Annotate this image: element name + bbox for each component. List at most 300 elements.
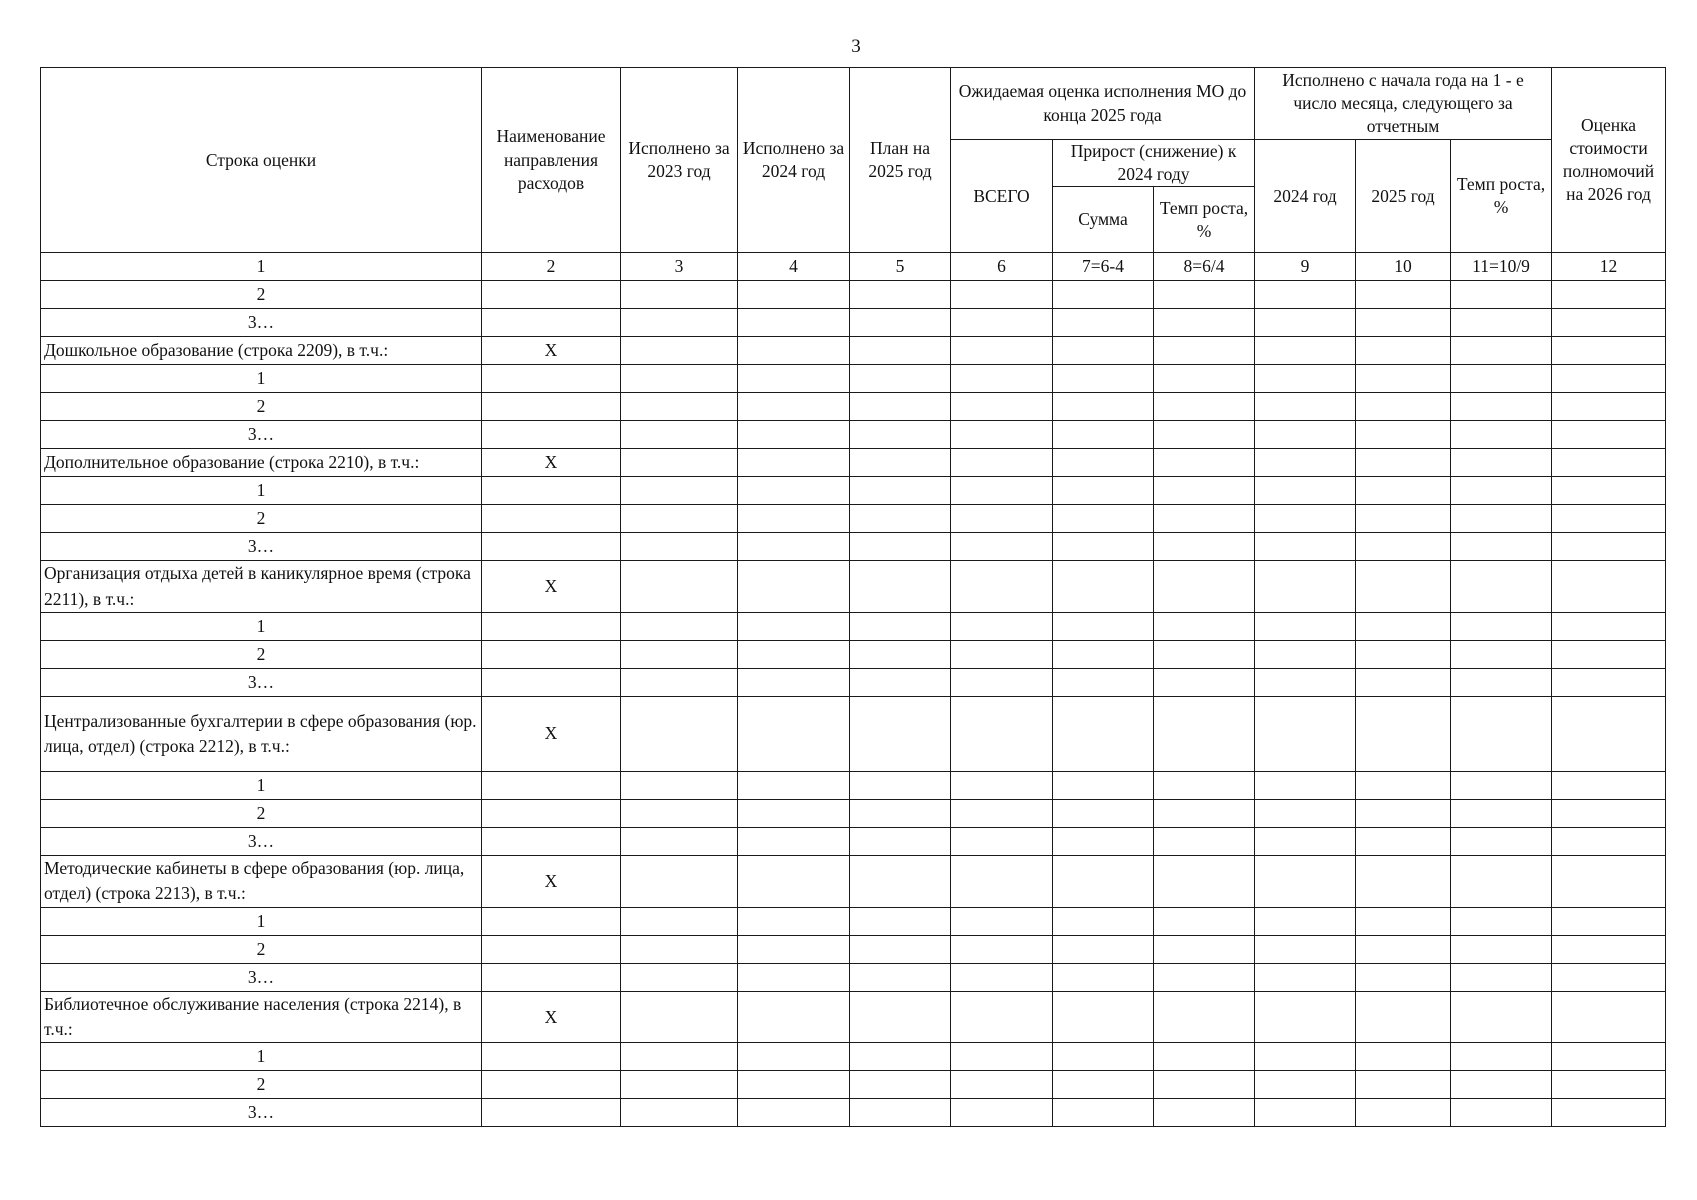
value-cell [1255,799,1356,827]
value-cell [850,533,951,561]
direction-mark-cell [482,668,621,696]
value-cell [1053,771,1154,799]
value-cell [1255,561,1356,613]
value-cell [1053,505,1154,533]
value-cell [1552,365,1666,393]
value-cell [1552,640,1666,668]
direction-mark-cell [482,907,621,935]
value-cell [738,696,850,771]
value-cell [1154,365,1255,393]
value-cell [951,935,1053,963]
value-cell [951,991,1053,1043]
value-cell [1053,907,1154,935]
row-number-cell: 2 [41,1071,482,1099]
direction-mark-cell: X [482,991,621,1043]
row-number-cell: 1 [41,612,482,640]
value-cell [1154,309,1255,337]
column-number-cell: 6 [951,253,1053,281]
value-cell [738,1071,850,1099]
value-cell [738,907,850,935]
header-ytd-2024: 2024 год [1255,140,1356,253]
value-cell [1451,533,1552,561]
section-label-cell: Библиотечное обслуживание населения (строка 2214), в т.ч.: [41,991,482,1043]
value-cell [738,365,850,393]
value-cell [850,612,951,640]
value-cell [1451,281,1552,309]
value-cell [1552,771,1666,799]
header-executed-2024: Исполнено за 2024 год [738,68,850,253]
value-cell [738,1043,850,1071]
row-number-cell: 3… [41,421,482,449]
table-row-item [41,281,1666,309]
table-row-item [41,1071,1666,1099]
direction-mark-cell [482,1043,621,1071]
column-number-cell: 5 [850,253,951,281]
section-label-cell: Дошкольное образование (строка 2209), в т.ч.: [41,337,482,365]
value-cell [850,421,951,449]
value-cell [850,449,951,477]
value-cell [1154,1043,1255,1071]
column-number-cell: 4 [738,253,850,281]
table-row-item [41,533,1666,561]
value-cell [1255,309,1356,337]
row-number-cell: 2 [41,505,482,533]
value-cell [1053,337,1154,365]
row-number-cell: 3… [41,827,482,855]
value-cell [1451,935,1552,963]
column-number-cell: 3 [621,253,738,281]
row-number-cell: 3… [41,668,482,696]
value-cell [1154,935,1255,963]
header-estimate-2026: Оценка стоимости полномочий на 2026 год [1552,68,1666,253]
value-cell [951,827,1053,855]
value-cell [1451,393,1552,421]
direction-mark-cell: X [482,337,621,365]
value-cell [1451,505,1552,533]
value-cell [1552,855,1666,907]
header-direction-name: Наименование направления расходов [482,68,621,253]
value-cell [1053,365,1154,393]
value-cell [738,827,850,855]
column-number-cell: 8=6/4 [1154,253,1255,281]
value-cell [1053,827,1154,855]
table-row-item [41,309,1666,337]
value-cell [1451,991,1552,1043]
value-cell [1552,1043,1666,1071]
table-row-item [41,477,1666,505]
value-cell [850,393,951,421]
table-row-item [41,421,1666,449]
value-cell [850,1071,951,1099]
table-row-section [41,991,1666,1043]
value-cell [1356,1071,1451,1099]
value-cell [850,799,951,827]
value-cell [1154,393,1255,421]
value-cell [1255,696,1356,771]
value-cell [621,696,738,771]
value-cell [1255,771,1356,799]
value-cell [738,561,850,613]
value-cell [1552,449,1666,477]
direction-mark-cell [482,1071,621,1099]
header-ytd-2025: 2025 год [1356,140,1451,253]
value-cell [951,421,1053,449]
value-cell [738,935,850,963]
value-cell [1356,1043,1451,1071]
value-cell [1053,309,1154,337]
value-cell [850,505,951,533]
value-cell [951,337,1053,365]
row-number-cell: 3… [41,309,482,337]
value-cell [1053,1099,1154,1127]
row-number-cell: 3… [41,963,482,991]
value-cell [1451,365,1552,393]
value-cell [1552,309,1666,337]
value-cell [1451,1043,1552,1071]
value-cell [1154,963,1255,991]
value-cell [951,668,1053,696]
value-cell [1451,612,1552,640]
value-cell [1154,771,1255,799]
value-cell [1255,1071,1356,1099]
header-growth-sum: Сумма [1053,187,1154,253]
value-cell [621,1071,738,1099]
value-cell [951,477,1053,505]
value-cell [1451,421,1552,449]
value-cell [1356,309,1451,337]
value-cell [1255,393,1356,421]
value-cell [951,696,1053,771]
table-row-section [41,337,1666,365]
value-cell [1356,855,1451,907]
value-cell [951,449,1053,477]
value-cell [850,1043,951,1071]
direction-mark-cell [482,365,621,393]
value-cell [1356,281,1451,309]
table-row-item [41,827,1666,855]
value-cell [1255,963,1356,991]
value-cell [1356,449,1451,477]
value-cell [1356,935,1451,963]
value-cell [621,799,738,827]
value-cell [1451,907,1552,935]
value-cell [1451,337,1552,365]
value-cell [1451,855,1552,907]
value-cell [621,991,738,1043]
value-cell [1356,640,1451,668]
value-cell [621,1043,738,1071]
value-cell [1356,561,1451,613]
value-cell [1154,281,1255,309]
header-growth-group: Прирост (снижение) к 2024 году [1053,140,1255,187]
value-cell [1255,668,1356,696]
value-cell [1451,771,1552,799]
value-cell [621,281,738,309]
value-cell [1552,827,1666,855]
header-plan-2025: План на 2025 год [850,68,951,253]
value-cell [1053,991,1154,1043]
table-row-section [41,696,1666,771]
direction-mark-cell: X [482,449,621,477]
value-cell [951,855,1053,907]
value-cell [1154,827,1255,855]
value-cell [1154,449,1255,477]
direction-mark-cell: X [482,696,621,771]
value-cell [1255,935,1356,963]
value-cell [1552,477,1666,505]
value-cell [1255,855,1356,907]
table-row-item [41,1043,1666,1071]
value-cell [951,533,1053,561]
value-cell [621,855,738,907]
value-cell [1451,827,1552,855]
value-cell [1552,696,1666,771]
value-cell [1552,1099,1666,1127]
value-cell [1154,1071,1255,1099]
value-cell [1255,991,1356,1043]
value-cell [1053,281,1154,309]
value-cell [1451,696,1552,771]
direction-mark-cell [482,640,621,668]
value-cell [1552,907,1666,935]
value-cell [850,827,951,855]
row-number-cell: 1 [41,907,482,935]
value-cell [1255,477,1356,505]
table-row-item [41,640,1666,668]
table-row-section [41,449,1666,477]
value-cell [951,1071,1053,1099]
direction-mark-cell [482,533,621,561]
direction-mark-cell [482,421,621,449]
direction-mark-cell [482,505,621,533]
value-cell [951,799,1053,827]
value-cell [1356,505,1451,533]
value-cell [621,393,738,421]
value-cell [1053,963,1154,991]
value-cell [1552,935,1666,963]
value-cell [1053,1071,1154,1099]
value-cell [1356,365,1451,393]
value-cell [1552,963,1666,991]
direction-mark-cell [482,309,621,337]
value-cell [621,449,738,477]
value-cell [1451,477,1552,505]
value-cell [1552,505,1666,533]
section-label-cell: Централизованные бухгалтерии в сфере образования (юр. лица, отдел) (строка 2212), в т.ч.: [41,696,482,771]
row-number-cell: 3… [41,1099,482,1127]
value-cell [1053,421,1154,449]
value-cell [738,477,850,505]
value-cell [1451,640,1552,668]
value-cell [738,771,850,799]
direction-mark-cell [482,1099,621,1127]
column-number-cell: 7=6-4 [1053,253,1154,281]
value-cell [621,365,738,393]
row-number-cell: 2 [41,393,482,421]
value-cell [850,561,951,613]
header-ytd-rate: Темп роста, % [1451,140,1552,253]
value-cell [1255,827,1356,855]
value-cell [621,477,738,505]
value-cell [1255,337,1356,365]
budget-estimate-table [40,67,1666,1127]
value-cell [1356,771,1451,799]
value-cell [1552,668,1666,696]
value-cell [951,309,1053,337]
value-cell [738,799,850,827]
table-row-item [41,799,1666,827]
column-number-cell: 11=10/9 [1451,253,1552,281]
value-cell [1356,533,1451,561]
table-row-item [41,668,1666,696]
value-cell [1053,477,1154,505]
value-cell [1255,281,1356,309]
value-cell [1154,421,1255,449]
value-cell [951,907,1053,935]
value-cell [738,281,850,309]
value-cell [1356,799,1451,827]
value-cell [1451,449,1552,477]
value-cell [621,505,738,533]
value-cell [621,337,738,365]
value-cell [621,771,738,799]
row-number-cell: 1 [41,771,482,799]
value-cell [1356,827,1451,855]
value-cell [1053,668,1154,696]
value-cell [621,935,738,963]
value-cell [1154,907,1255,935]
value-cell [738,421,850,449]
value-cell [1356,668,1451,696]
section-label-cell: Дополнительное образование (строка 2210), в т.ч.: [41,449,482,477]
value-cell [850,477,951,505]
value-cell [1451,799,1552,827]
direction-mark-cell: X [482,561,621,613]
table-row-item [41,963,1666,991]
value-cell [1053,1043,1154,1071]
value-cell [621,561,738,613]
direction-mark-cell [482,612,621,640]
value-cell [951,612,1053,640]
value-cell [738,337,850,365]
direction-mark-cell [482,771,621,799]
value-cell [1451,309,1552,337]
header-ytd-group: Исполнено с начала года на 1 - е число месяца, следующего за отчетным [1255,68,1552,140]
value-cell [1356,421,1451,449]
value-cell [738,991,850,1043]
value-cell [621,1099,738,1127]
value-cell [1451,963,1552,991]
value-cell [621,421,738,449]
value-cell [1255,1043,1356,1071]
value-cell [1255,449,1356,477]
value-cell [850,337,951,365]
value-cell [1053,612,1154,640]
column-number-row [41,253,1666,281]
value-cell [1154,505,1255,533]
value-cell [621,533,738,561]
table-row-item [41,505,1666,533]
value-cell [1154,855,1255,907]
table-row-item [41,1099,1666,1127]
value-cell [850,365,951,393]
column-number-cell: 1 [41,253,482,281]
value-cell [1255,365,1356,393]
value-cell [1154,337,1255,365]
column-number-cell: 10 [1356,253,1451,281]
table-row-section [41,855,1666,907]
value-cell [850,771,951,799]
value-cell [1255,533,1356,561]
value-cell [1154,799,1255,827]
direction-mark-cell: X [482,855,621,907]
value-cell [1356,393,1451,421]
value-cell [1552,1071,1666,1099]
value-cell [850,309,951,337]
value-cell [1255,421,1356,449]
direction-mark-cell [482,477,621,505]
value-cell [738,449,850,477]
value-cell [1552,393,1666,421]
value-cell [1356,1099,1451,1127]
value-cell [1552,421,1666,449]
value-cell [951,963,1053,991]
value-cell [1053,799,1154,827]
value-cell [850,1099,951,1127]
value-cell [1356,337,1451,365]
header-expected-total: ВСЕГО [951,140,1053,253]
value-cell [621,612,738,640]
table-row-item [41,935,1666,963]
value-cell [1356,963,1451,991]
value-cell [738,963,850,991]
value-cell [1552,337,1666,365]
row-number-cell: 3… [41,533,482,561]
header-expected-group: Ожидаемая оценка исполнения МО до конца 2025 года [951,68,1255,140]
value-cell [850,668,951,696]
value-cell [951,365,1053,393]
value-cell [738,505,850,533]
value-cell [738,1099,850,1127]
value-cell [1154,991,1255,1043]
value-cell [1255,612,1356,640]
direction-mark-cell [482,393,621,421]
value-cell [850,991,951,1043]
value-cell [1053,533,1154,561]
value-cell [738,533,850,561]
section-label-cell: Организация отдыха детей в каникулярное время (строка 2211), в т.ч.: [41,561,482,613]
value-cell [1053,393,1154,421]
page-number: 3 [851,36,861,57]
value-cell [1255,505,1356,533]
row-number-cell: 1 [41,365,482,393]
direction-mark-cell [482,799,621,827]
value-cell [850,963,951,991]
row-number-cell: 2 [41,935,482,963]
value-cell [1356,991,1451,1043]
header-executed-2023: Исполнено за 2023 год [621,68,738,253]
row-number-cell: 2 [41,281,482,309]
value-cell [738,668,850,696]
value-cell [621,827,738,855]
value-cell [621,907,738,935]
table-header [41,68,1666,253]
table-row-section [41,561,1666,613]
value-cell [1053,561,1154,613]
value-cell [1053,640,1154,668]
value-cell [621,309,738,337]
value-cell [621,640,738,668]
